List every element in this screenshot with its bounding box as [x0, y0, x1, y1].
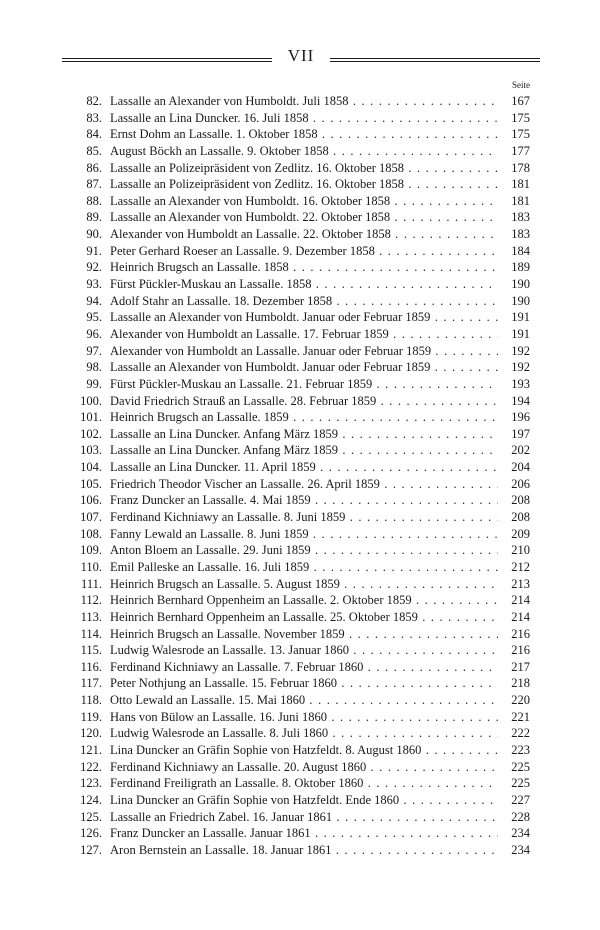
entry-title: Fürst Pückler-Muskau an Lassalle. 1858 . . . — [110, 276, 498, 293]
entry-number: 86. — [86, 160, 102, 175]
toc-entry — [80, 409, 530, 426]
entry-number: 112. — [80, 593, 102, 608]
entry-number: 83. — [86, 110, 102, 125]
entry-title: Lassalle an Alexander von Humboldt. Januar oder Februar 1859 . . . — [110, 359, 498, 376]
entry-number: 95. — [86, 310, 102, 325]
toc-entry — [80, 176, 530, 193]
toc-entry — [80, 376, 530, 393]
entry-number: 123. — [80, 776, 102, 791]
entry-page: 197 — [500, 426, 530, 443]
toc-entry — [80, 759, 530, 776]
entry-page: 220 — [500, 692, 530, 709]
entry-title: Aron Bernstein an Lassalle. 18. Januar 1861 . . . — [110, 842, 498, 859]
toc-entry — [80, 293, 530, 310]
toc-entry — [80, 626, 530, 643]
entry-title: Peter Nothjung an Lassalle. 15. Februar 1860 . . . — [110, 675, 498, 692]
toc-entry — [80, 542, 530, 559]
entry-page: 208 — [500, 509, 530, 526]
entry-number: 104. — [80, 460, 102, 475]
toc-entry — [80, 526, 530, 543]
entry-page: 214 — [500, 592, 530, 609]
entry-page: 234 — [500, 825, 530, 842]
entry-page: 189 — [500, 259, 530, 276]
entry-title: Hans von Bülow an Lassalle. 16. Juni 1860 . . . — [110, 709, 498, 726]
entry-page: 194 — [500, 393, 530, 410]
entry-number: 99. — [86, 376, 102, 391]
toc-entry — [80, 442, 530, 459]
entry-number: 117. — [80, 676, 102, 691]
entry-page: 192 — [500, 359, 530, 376]
entry-title: Heinrich Brugsch an Lassalle. 5. August 1859 . . . — [110, 576, 498, 593]
entry-number: 88. — [86, 193, 102, 208]
entry-page: 222 — [500, 725, 530, 742]
entry-title: Otto Lewald an Lassalle. 15. Mai 1860 . . . — [110, 692, 498, 709]
entry-title: David Friedrich Strauß an Lassalle. 28. Februar 1859 . . . — [110, 393, 498, 410]
toc-entry — [80, 193, 530, 210]
toc-entry — [80, 226, 530, 243]
entry-number: 120. — [80, 726, 102, 741]
toc-entry — [80, 509, 530, 526]
entry-title: August Böckh an Lassalle. 9. Oktober 1858 . . . — [110, 143, 498, 160]
toc-entry — [80, 792, 530, 809]
toc-entry — [80, 93, 530, 110]
entry-title: Heinrich Bernhard Oppenheim an Lassalle. 25. Oktober 1859 . . . — [110, 609, 498, 626]
toc-entry — [80, 126, 530, 143]
entry-page: 202 — [500, 442, 530, 459]
entry-page: 214 — [500, 609, 530, 626]
toc-entry — [80, 842, 530, 859]
toc-entry — [80, 559, 530, 576]
entry-page: 183 — [500, 209, 530, 226]
entry-page: 177 — [500, 143, 530, 160]
entry-title: Fanny Lewald an Lassalle. 8. Juni 1859 . . . — [110, 526, 498, 543]
entry-page: 206 — [500, 476, 530, 493]
entry-number: 93. — [86, 277, 102, 292]
entry-page: 223 — [500, 742, 530, 759]
entry-number: 119. — [80, 709, 102, 724]
entry-number: 102. — [80, 426, 102, 441]
toc-entry — [80, 243, 530, 260]
toc-entry — [80, 326, 530, 343]
toc-entry — [80, 492, 530, 509]
entry-number: 121. — [80, 742, 102, 757]
entry-title: Alexander von Humboldt an Lassalle. 22. Oktober 1858 . . . — [110, 226, 498, 243]
entry-page: 213 — [500, 576, 530, 593]
toc-entry — [80, 309, 530, 326]
entry-title: Lina Duncker an Gräfin Sophie von Hatzfeldt. 8. August 1860 . . . — [110, 742, 498, 759]
entry-page: 216 — [500, 626, 530, 643]
entry-number: 105. — [80, 476, 102, 491]
toc-entry — [80, 110, 530, 127]
entry-number: 127. — [80, 842, 102, 857]
entry-page: 221 — [500, 709, 530, 726]
entry-title: Franz Duncker an Lassalle. 4. Mai 1859 . . . — [110, 492, 498, 509]
entry-title: Friedrich Theodor Vischer an Lassalle. 26. April 1859 . . . — [110, 476, 498, 493]
page-header — [62, 46, 540, 72]
entry-page: 167 — [500, 93, 530, 110]
entry-page: 209 — [500, 526, 530, 543]
toc-entry — [80, 809, 530, 826]
entry-number: 111. — [81, 576, 102, 591]
entry-number: 96. — [86, 326, 102, 341]
entry-number: 92. — [86, 260, 102, 275]
toc-entry — [80, 692, 530, 709]
entry-page: 225 — [500, 759, 530, 776]
entry-page: 228 — [500, 809, 530, 826]
entry-number: 89. — [86, 210, 102, 225]
entry-title: Lassalle an Polizeipräsident von Zedlitz. 16. Oktober 1858 . . . — [110, 176, 498, 193]
entry-page: 191 — [500, 326, 530, 343]
entry-page: 175 — [500, 110, 530, 127]
entry-title: Ferdinand Freiligrath an Lassalle. 8. Oktober 1860 . . . — [110, 775, 498, 792]
entry-title: Ferdinand Kichniawy an Lassalle. 8. Juni 1859 . . . — [110, 509, 498, 526]
toc-entry — [80, 259, 530, 276]
entry-title: Lassalle an Polizeipräsident von Zedlitz. 16. Oktober 1858 . . . — [110, 160, 498, 177]
entry-page: 190 — [500, 293, 530, 310]
entry-number: 98. — [86, 360, 102, 375]
entry-number: 115. — [80, 643, 102, 658]
entry-page: 234 — [500, 842, 530, 859]
entry-title: Lina Duncker an Gräfin Sophie von Hatzfeldt. Ende 1860 . . . — [110, 792, 498, 809]
toc-entry — [80, 592, 530, 609]
entry-page: 196 — [500, 409, 530, 426]
entry-number: 94. — [86, 293, 102, 308]
entry-title: Lassalle an Lina Duncker. 16. Juli 1858 . . . — [110, 110, 498, 127]
entry-number: 118. — [80, 693, 102, 708]
page-column-label: Seite — [512, 80, 530, 90]
entry-page: 181 — [500, 176, 530, 193]
entry-title: Lassalle an Lina Duncker. 11. April 1859 . . . — [110, 459, 498, 476]
entry-number: 113. — [80, 609, 102, 624]
entry-number: 90. — [86, 227, 102, 242]
entry-page: 181 — [500, 193, 530, 210]
entry-page: 184 — [500, 243, 530, 260]
entry-title: Ludwig Walesrode an Lassalle. 13. Januar 1860 . . . — [110, 642, 498, 659]
toc-entry — [80, 143, 530, 160]
entry-title: Lassalle an Lina Duncker. Anfang März 1859 . . . — [110, 426, 498, 443]
toc-entry — [80, 393, 530, 410]
table-of-contents — [80, 93, 530, 858]
header-rule-right — [330, 58, 540, 62]
toc-entry — [80, 276, 530, 293]
entry-number: 108. — [80, 526, 102, 541]
entry-title: Fürst Pückler-Muskau an Lassalle. 21. Februar 1859 . . . — [110, 376, 498, 393]
entry-title: Ludwig Walesrode an Lassalle. 8. Juli 1860 . . . — [110, 725, 498, 742]
entry-title: Lassalle an Lina Duncker. Anfang März 1859 . . . — [110, 442, 498, 459]
entry-number: 82. — [86, 94, 102, 108]
entry-title: Heinrich Brugsch an Lassalle. November 1859 . . . — [110, 626, 498, 643]
entry-page: 216 — [500, 642, 530, 659]
entry-number: 101. — [80, 410, 102, 425]
entry-title: Ferdinand Kichniawy an Lassalle. 20. August 1860 . . . — [110, 759, 498, 776]
entry-number: 116. — [80, 659, 102, 674]
toc-entry — [80, 725, 530, 742]
toc-entry — [80, 659, 530, 676]
entry-title: Ernst Dohm an Lassalle. 1. Oktober 1858 . . . — [110, 126, 498, 143]
entry-page: 190 — [500, 276, 530, 293]
toc-entry — [80, 476, 530, 493]
entry-title: Lassalle an Alexander von Humboldt. Juli 1858 . . . — [110, 93, 498, 110]
entry-page: 212 — [500, 559, 530, 576]
entry-page: 227 — [500, 792, 530, 809]
entry-page: 192 — [500, 343, 530, 360]
entry-number: 97. — [86, 343, 102, 358]
entry-page: 217 — [500, 659, 530, 676]
entry-page: 210 — [500, 542, 530, 559]
entry-title: Heinrich Bernhard Oppenheim an Lassalle. 2. Oktober 1859 . . . — [110, 592, 498, 609]
entry-page: 193 — [500, 376, 530, 393]
entry-number: 122. — [80, 759, 102, 774]
entry-title: Alexander von Humboldt an Lassalle. Januar oder Februar 1859 . . . — [110, 343, 498, 360]
entry-page: 218 — [500, 675, 530, 692]
entry-number: 126. — [80, 826, 102, 841]
entry-page: 204 — [500, 459, 530, 476]
entry-title: Lassalle an Alexander von Humboldt. 16. Oktober 1858 . . . — [110, 193, 498, 210]
toc-entry — [80, 709, 530, 726]
toc-entry — [80, 609, 530, 626]
entry-title: Ferdinand Kichniawy an Lassalle. 7. Februar 1860 . . . — [110, 659, 498, 676]
entry-number: 100. — [80, 393, 102, 408]
entry-title: Heinrich Brugsch an Lassalle. 1859 . . . — [110, 409, 498, 426]
entry-number: 103. — [80, 443, 102, 458]
entry-number: 84. — [86, 127, 102, 142]
entry-page: 183 — [500, 226, 530, 243]
entry-number: 109. — [80, 543, 102, 558]
entry-page: 208 — [500, 492, 530, 509]
toc-entry — [80, 426, 530, 443]
entry-page: 191 — [500, 309, 530, 326]
entry-number: 110. — [80, 559, 102, 574]
entry-number: 91. — [86, 243, 102, 258]
entry-title: Adolf Stahr an Lassalle. 18. Dezember 1858 . . . — [110, 293, 498, 310]
entry-title: Franz Duncker an Lassalle. Januar 1861 . . . — [110, 825, 498, 842]
page-number: VII — [287, 46, 315, 65]
entry-title: Lassalle an Alexander von Humboldt. 22. Oktober 1858 . . . — [110, 209, 498, 226]
entry-title: Lassalle an Friedrich Zabel. 16. Januar 1861 . . . — [110, 809, 498, 826]
entry-title: Anton Bloem an Lassalle. 29. Juni 1859 . . . — [110, 542, 498, 559]
toc-entry — [80, 160, 530, 177]
toc-entry — [80, 825, 530, 842]
toc-entry — [80, 742, 530, 759]
entry-number: 85. — [86, 143, 102, 158]
entry-number: 106. — [80, 493, 102, 508]
toc-entry — [80, 209, 530, 226]
entry-title: Lassalle an Alexander von Humboldt. Januar oder Februar 1859 . . . — [110, 309, 498, 326]
entry-title: Heinrich Brugsch an Lassalle. 1858 . . . — [110, 259, 498, 276]
entry-title: Alexander von Humboldt an Lassalle. 17. Februar 1859 . . . — [110, 326, 498, 343]
entry-number: 87. — [86, 177, 102, 192]
entry-page: 225 — [500, 775, 530, 792]
entry-title: Emil Palleske an Lassalle. 16. Juli 1859 . . . — [110, 559, 498, 576]
entry-page: 178 — [500, 160, 530, 177]
toc-entry — [80, 343, 530, 360]
toc-entry — [80, 359, 530, 376]
toc-entry — [80, 576, 530, 593]
toc-entry — [80, 675, 530, 692]
entry-number: 125. — [80, 809, 102, 824]
toc-entry — [80, 642, 530, 659]
entry-page: 175 — [500, 126, 530, 143]
entry-title: Peter Gerhard Roeser an Lassalle. 9. Dezember 1858 . . . — [110, 243, 498, 260]
entry-number: 107. — [80, 510, 102, 525]
entry-number: 114. — [80, 626, 102, 641]
toc-entry — [80, 775, 530, 792]
toc-entry — [80, 459, 530, 476]
entry-number: 124. — [80, 792, 102, 807]
